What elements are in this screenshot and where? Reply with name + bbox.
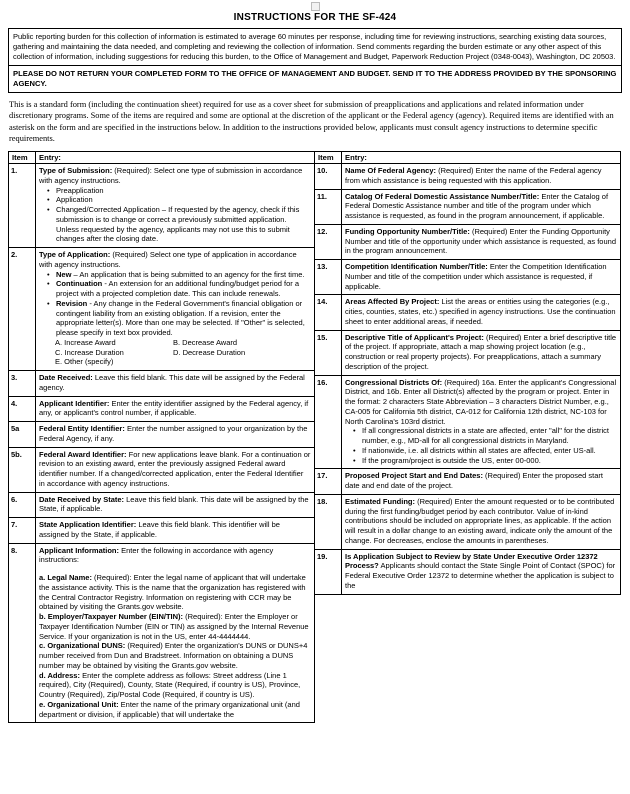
table-row (9, 518, 315, 544)
entry-text: Preapplication (56, 185, 104, 195)
item-number: 4. (9, 396, 36, 422)
instructions-table-left (8, 151, 315, 723)
instructions-table (8, 151, 622, 723)
entry-text: b. Employer/Taxpayer Number (EIN/TIN): (Required): Enter the Employer or Taxpayer Identification Number (EIN or TIN) as assigned by the Internal Revenue Service. If your organization is not in the US, enter 44-4444444. (39, 612, 309, 641)
entry-lead: New (56, 269, 72, 279)
option-item: E. Other (specify) (55, 357, 114, 367)
bullet-line (39, 279, 311, 299)
bullet-icon: • (353, 455, 356, 465)
entry-text: New – An application that is being submitted to an agency for the first time. (56, 269, 305, 279)
bullet-line (39, 205, 311, 244)
entry-paragraph (39, 450, 311, 489)
entry-paragraph (39, 399, 311, 419)
table-row (315, 469, 621, 495)
entry-paragraph (345, 227, 617, 256)
item-number: 10. (315, 164, 342, 190)
entry-text: Proposed Project Start and End Dates: (Required) Enter the proposed start date and end date of the project. (345, 471, 604, 491)
entry-cell (342, 224, 621, 259)
entry-paragraph (345, 552, 617, 591)
item-number: 17. (315, 469, 342, 495)
entry-text: Funding Opportunity Number/Title: (Required) Enter the Funding Opportunity Number and title of the opportunity under which assistance is requested, as found in the program announcement. (345, 226, 616, 256)
option-item: D. Decrease Duration (173, 347, 246, 357)
entry-lead: Competition Identification Number/Title: (345, 262, 488, 272)
entry-text: Congressional Districts Of: (Required) 16a. Enter the applicant's Congressional District, and 16b. Enter all District(s) affected by the program or project. Enter in the format: 2 characters State Abbreviation – 3 characters District Number, e.g., CA-005 for California 5th district, CA-012 for California 12th district, NC-103 for North Carolina's 103rd district. (345, 377, 617, 426)
item-number: 14. (315, 295, 342, 330)
entry-text: Descriptive Title of Applicant's Project: (Required) Enter a brief descriptive title of the project. If appropriate, attach a map showing project location (e.g., construction or real property projects). For preapplications, attach a summary description of the project. (345, 332, 617, 371)
entry-lead: Catalog Of Federal Domestic Assistance Number/Title: (345, 191, 540, 201)
page-title: INSTRUCTIONS FOR THE SF-424 (233, 12, 397, 23)
entry-lead: Federal Award Identifier: (39, 449, 127, 459)
entry-lead: Areas Affected By Project: (345, 297, 440, 307)
entry-paragraph (345, 297, 617, 326)
item-number: 3. (9, 371, 36, 397)
entry-cell (36, 248, 315, 371)
entry-text: If the program/project is outside the US, enter 00-000. (362, 455, 541, 465)
table-row (315, 330, 621, 375)
entry-text: Type of Application: (Required) Select one type of application in accordance with agency instructions. (39, 250, 297, 269)
bullet-line (39, 195, 311, 205)
entry-cell (342, 189, 621, 224)
entry-text: a. Legal Name: (Required): Enter the legal name of applicant that will undertake the assistance activity. This is the name that the organization has registered with the Central Contractor Registry. Information on registering with CCR may be obtained by visiting the Grants.gov website. (39, 573, 306, 612)
entry-text: Changed/Corrected Application – If requested by the agency, check if this submission is to change or correct a previously submitted application. Unless requested by the agency, applicants may not use this to submit changes after the closing date. (56, 205, 300, 244)
entry-text: Type of Submission: (Required): Select one type of submission in accordance with agency instructions. (39, 166, 303, 185)
entry-paragraph (39, 612, 311, 641)
entry-text: Catalog Of Federal Domestic Assistance Number/Title: Enter the Catalog of Federal Domestic Assistance number and title of the program under which assistance is requested, as found in the program announcement, if applicable. (345, 191, 609, 221)
item-number: 1. (9, 164, 36, 248)
entry-lead: Continuation (56, 279, 103, 289)
entry-text: Is Application Subject to Review by State Under Executive Order 12372 Process? Applicants should contact the State Single Point of Contact (SPOC) for Federal Executive Order 12372 to determine whether the application is subject to the (345, 551, 616, 590)
paragraph-gap (39, 565, 311, 573)
entry-lead: Type of Application: (39, 250, 111, 260)
entry-cell (36, 164, 315, 248)
entry-text: Name Of Federal Agency: (Required) Enter the name of the Federal agency from which assistance is being requested with this application. (345, 166, 602, 185)
entry-lead: Descriptive Title of Applicant's Project: (345, 332, 484, 342)
entry-lead: b. Employer/Taxpayer Number (EIN/TIN): (39, 612, 184, 622)
bullet-line (39, 270, 311, 280)
table-row (9, 396, 315, 422)
entry-lead: d. Address: (39, 670, 80, 680)
entry-text: Competition Identification Number/Title: Enter the Competition Identification Number and title of the competition under which assistance is requested, if applicable. (345, 262, 607, 291)
entry-lead: State Application Identifier: (39, 520, 137, 530)
entry-text: State Application Identifier: Leave this field blank. This identifier will be assigned by the State, if applicable. (39, 520, 280, 539)
entry-cell (36, 492, 315, 518)
entry-text: d. Address: Enter the complete address as follows: Street address (Line 1 required), City (Required), County, State (Required, if country is US), Province, Country (Required), Zip/Postal Code (Required, if country is US). (39, 670, 301, 700)
bullet-icon: • (353, 445, 356, 455)
bullet-icon: • (47, 269, 50, 279)
entry-paragraph (345, 192, 617, 221)
entry-cell (342, 469, 621, 495)
table-row (315, 189, 621, 224)
table-row (9, 447, 315, 492)
option-line (39, 348, 311, 358)
bullet-line (39, 299, 311, 338)
item-number: 5a (9, 422, 36, 448)
instructions-table-right (314, 151, 621, 595)
entry-lead: Date Received: (39, 373, 93, 383)
entry-paragraph (345, 166, 617, 186)
table-row (315, 224, 621, 259)
table-row (9, 543, 315, 723)
table-row (9, 164, 315, 248)
entry-text: Applicant Identifier: Enter the entity identifier assigned by the Federal agency, if any, or applicant's control number, if applicable. (39, 398, 309, 418)
entry-lead: Revision (56, 298, 88, 308)
entry-paragraph (39, 546, 311, 566)
entry-text: Continuation - An extension for an additional funding/budget period for a project with a projected completion date. This can include renewals. (56, 279, 300, 299)
item-number: 15. (315, 330, 342, 375)
table-row (9, 371, 315, 397)
table-row (9, 248, 315, 371)
entry-lead: Federal Entity Identifier: (39, 424, 125, 434)
entry-paragraph (39, 671, 311, 700)
bullet-line (345, 426, 617, 446)
entry-cell (342, 494, 621, 549)
entry-paragraph (39, 700, 311, 720)
table-row (9, 492, 315, 518)
burden-statement-box (8, 28, 622, 93)
entry-lead: Funding Opportunity Number/Title: (345, 226, 470, 236)
entry-text: If nationwide, i.e. all districts within all states are affected, enter US-all. (362, 445, 596, 455)
entry-text: Revision - Any change in the Federal Government's financial obligation or contingent liability from an existing obligation. If a revision, enter the appropriate letter(s). More than one may be selected. If "Other" is selected, please specify in text box provided. (56, 298, 305, 338)
item-column-header: Item (315, 152, 342, 164)
entry-lead: Type of Submission: (39, 166, 113, 176)
table-row (315, 260, 621, 295)
table-row (315, 295, 621, 330)
entry-lead: Applicant Identifier: (39, 398, 110, 408)
table-header-row (315, 152, 621, 164)
entry-cell (36, 518, 315, 544)
table-row (9, 422, 315, 448)
entry-paragraph (345, 471, 617, 491)
entry-text: Estimated Funding: (Required) Enter the amount requested or to be contributed during the first funding/budget period by each contributor. Value of in-kind contributions should be included on appropriate lines, as applicable. If the action will result in a dollar change to an existing award, indicate only the amount of the change. For decreases, enclose the amounts in parentheses. (345, 496, 615, 545)
entry-lead: c. Organizational DUNS: (39, 641, 126, 651)
entry-cell (36, 447, 315, 492)
table-row (315, 164, 621, 190)
do-not-return-notice: PLEASE DO NOT RETURN YOUR COMPLETED FORM TO THE OFFICE OF MANAGEMENT AND BUDGET. SEND IT TO THE ADDRESS PROVIDED BY THE SPONSORING AGENCY. (9, 65, 621, 93)
entry-paragraph (345, 333, 617, 372)
entry-lead: Name Of Federal Agency: (345, 166, 436, 176)
bullet-icon: • (353, 426, 356, 436)
entry-lead: e. Organizational Unit: (39, 699, 119, 709)
table-row (315, 494, 621, 549)
page-artifact-icon (311, 2, 320, 11)
option-line (39, 357, 311, 367)
entry-cell (342, 295, 621, 330)
option-item: B. Decrease Award (173, 337, 238, 347)
entry-paragraph (39, 166, 311, 186)
bullet-line (345, 456, 617, 466)
entry-cell (342, 375, 621, 469)
entry-cell (36, 422, 315, 448)
entry-paragraph (39, 641, 311, 670)
entry-cell (342, 164, 621, 190)
entry-text: Application (56, 195, 93, 205)
entry-paragraph (39, 373, 311, 393)
entry-text: Date Received by State: Leave this field blank. This date will be assigned by the State, if applicable. (39, 494, 309, 514)
item-number: 8. (9, 543, 36, 723)
entry-text: If all congressional districts in a state are affected, enter "all" for the district number, e.g., MD-all for all congressional districts in Maryland. (362, 426, 609, 446)
table-row (315, 375, 621, 469)
entry-cell (36, 543, 315, 723)
item-number: 19. (315, 549, 342, 594)
option-item: A. Increase Award (55, 337, 116, 347)
entry-text: c. Organizational DUNS: (Required) Enter the organization's DUNS or DUNS+4 number received from Dun and Bradstreet. Information on obtaining a DUNS number may be obtained by visiting the Grants.gov website. (39, 641, 308, 670)
item-number: 13. (315, 260, 342, 295)
bullet-icon: • (47, 298, 50, 308)
entry-lead: Congressional Districts Of: (345, 377, 443, 387)
entry-cell (342, 549, 621, 594)
entry-lead: Estimated Funding: (345, 496, 415, 506)
entry-cell (342, 260, 621, 295)
entry-cell (36, 396, 315, 422)
bullet-icon: • (47, 279, 50, 289)
entry-paragraph (39, 250, 311, 270)
entry-paragraph (345, 378, 617, 427)
option-item: C. Increase Duration (55, 347, 124, 357)
entry-paragraph (39, 520, 311, 540)
bullet-line (345, 446, 617, 456)
item-number: 12. (315, 224, 342, 259)
burden-statement: Public reporting burden for this collection of information is estimated to average 60 minutes per response, including time for reviewing instructions, searching existing data sources, gathering and maintaining the data needed, and completing and reviewing the collection of information. Send comments regarding the burden estimate or any other aspect of this collection of information, including suggestions for reducing this burden, to the Office of Management and Budget, Paperwork Reduction Project (0348-0043), Washington, DC 20503. (13, 32, 616, 61)
entry-paragraph (39, 495, 311, 515)
item-number: 2. (9, 248, 36, 371)
entry-column-header: Entry: (342, 152, 621, 164)
entry-paragraph (39, 424, 311, 444)
entry-lead: Proposed Project Start and End Dates: (345, 471, 483, 481)
option-line (39, 338, 311, 348)
intro-paragraph: This is a standard form (including the continuation sheet) required for use as a cover sheet for submission of preapplications and applications and related information under discretionary programs. Some of the items are required and some are optional at the discretion of the applicant or the Federal agency (agency). Required items are identified with an asterisk on the form and are specified in the instructions below. In addition to the instructions provided below, applicants must consult agency instructions to determine specific requirements. (9, 100, 614, 143)
item-number: 6. (9, 492, 36, 518)
entry-text: e. Organizational Unit: Enter the name of the primary organizational unit (and department or division, if applicable) that will undertake the (39, 699, 300, 719)
entry-text: Areas Affected By Project: List the areas or entities using the categories (e.g., cities, counties, states, etc.) specified in agency instructions. Use the continuation sheet to enter additional areas, if needed. (345, 297, 616, 326)
entry-text: Applicant Information: Enter the following in accordance with agency instructions: (39, 545, 274, 565)
entry-text: Date Received: Leave this field blank. This date will be assigned by the Federal agency. (39, 373, 305, 392)
item-number: 18. (315, 494, 342, 549)
entry-cell (36, 371, 315, 397)
bullet-icon: • (47, 195, 50, 205)
table-row (315, 549, 621, 594)
bullet-icon: • (47, 185, 50, 195)
entry-paragraph (39, 573, 311, 612)
item-number: 7. (9, 518, 36, 544)
entry-paragraph (345, 262, 617, 291)
entry-paragraph (345, 497, 617, 546)
bullet-line (39, 186, 311, 196)
item-number: 11. (315, 189, 342, 224)
entry-column-header: Entry: (36, 152, 315, 164)
entry-lead: Is Application Subject to Review by State Under Executive Order 12372 Process? (345, 551, 598, 571)
entry-lead: Applicant Information: (39, 545, 119, 555)
entry-lead: Date Received by State: (39, 494, 125, 504)
item-number: 5b. (9, 447, 36, 492)
entry-text: Federal Entity Identifier: Enter the number assigned to your organization by the Federal Agency, if any. (39, 424, 308, 443)
bullet-icon: • (47, 205, 50, 215)
entry-lead: a. Legal Name: (39, 573, 92, 583)
item-number: 16. (315, 375, 342, 469)
entry-cell (342, 330, 621, 375)
table-header-row (9, 152, 315, 164)
item-column-header: Item (9, 152, 36, 164)
entry-text: Federal Award Identifier: For new applications leave blank. For a continuation or revision to an existing award, enter the previously assigned Federal award identifier number. If a changed/corrected application, enter the Federal Identifier in accordance with agency instructions. (39, 449, 311, 488)
